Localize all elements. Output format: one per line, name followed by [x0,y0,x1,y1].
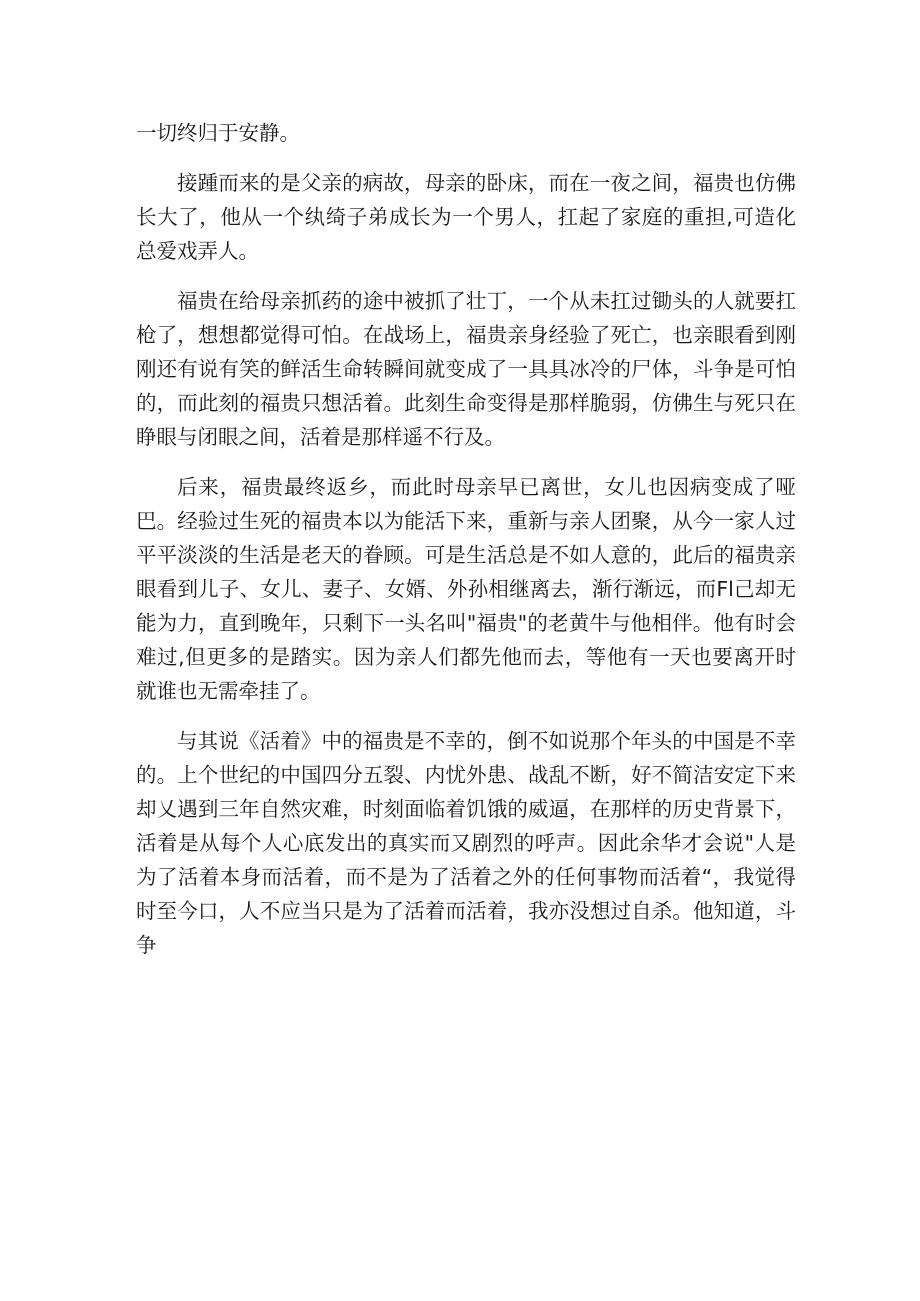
paragraph-1: 一切终归于安静。 [136,121,300,145]
body-text [136,116,796,978]
paragraph-4: 后来，福贵最终返乡，而此时母亲早已离世，女儿也因病变成了哑巴。经验过生死的福贵本以为能活下来，重新与亲人团聚，从今一家人过平平淡淡的生活是老天的眷顾。可是生活总是不如人意的，此后的福贵亲眼看到儿子、女儿、妻子、女婿、外孙相继离去，渐行渐远，而Fl己却无能为力，直到晚年，只剩下一头名叫"福贵"的老黄牛与他相伴。他有时会难过,但更多的是踏实。因为亲人们都先他而去，等他有一天也要离开时就谁也无需牵挂了。 [136,475,796,703]
paragraph-3: 福贵在给母亲抓药的途中被抓了壮丁，一个从未扛过锄头的人就要扛枪了，想想都觉得可怕。在战场上，福贵亲身经验了死亡，也亲眼看到刚刚还有说有笑的鲜活生命转瞬间就变成了一具具冰冷的尸体，斗争是可怕的，而此刻的福贵只想活着。此刻生命变得是那样脆弱，仿佛生与死只在睁眼与闭眼之间，活着是那样遥不行及。 [136,289,796,449]
paragraph-5: 与其说《活着》中的福贵是不幸的，倒不如说那个年头的中国是不幸的。上个世纪的中国四分五裂、内忧外患、战乱不断，好不简洁安定下来却乂遇到三年自然灾难，时刻面临着饥饿的威逼，在那样的历史背景下，活着是从每个人心底发出的真实而又剧烈的呼声。因此余华才会说"人是为了活着本身而活着，而不是为了活着之外的任何事物而活着“，我觉得时至今口，人不应当只是为了活着而活着，我亦没想过自杀。他知道，斗争 [136,729,796,957]
paragraph-2: 接踵而来的是父亲的病故，母亲的卧床，而在一夜之间，福贵也仿佛长大了，他从一个纨绮子弟成长为一个男人，扛起了家庭的重担,可造化总爱戏弄人。 [136,171,796,263]
